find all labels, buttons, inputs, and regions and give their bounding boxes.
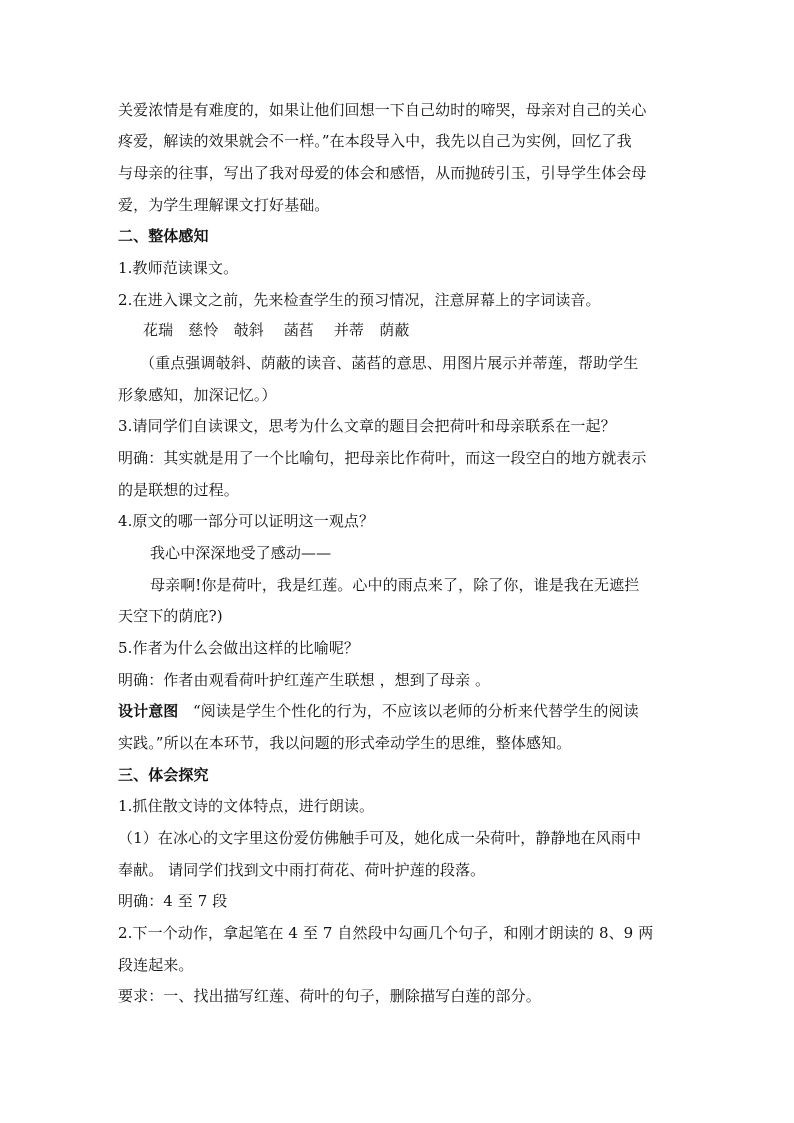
vocabulary-line: 花瑞 慈怜 攲斜 菡萏 并蒂 荫蔽 xyxy=(143,321,410,339)
paragraph-line: 疼爱，解读的效果就会不一样。”在本段导入中，我先以自己为实例，回忆了我 xyxy=(118,132,632,150)
paragraph-line: 实践。”所以在本环节，我以问题的形式牵动学生的思维，整体感知。 xyxy=(118,734,572,752)
design-intent-label: 设计意图 xyxy=(118,702,179,720)
design-intent-text: “阅读是学生个性化的行为，不应该以老师的分析来代替学生的阅读 xyxy=(193,702,639,720)
paragraph-line: 明确：4 至 7 段 xyxy=(118,892,228,910)
paragraph-line: 要求：一、找出描写红莲、荷叶的句子，删除描写白莲的部分。 xyxy=(118,987,541,1005)
paragraph-line: 明确：其实就是用了一个比喻句，把母亲比作荷叶，而这一段空白的地方就表示 xyxy=(118,449,647,467)
paragraph-line: 1.抓住散文诗的文体特点，进行朗读。 xyxy=(118,797,375,815)
quote-line: 我心中深深地受了感动—— xyxy=(150,544,332,562)
paragraph-line: 4.原文的哪一部分可以证明这一观点？ xyxy=(118,512,375,530)
paragraph-line: 明确：作者由观看荷叶护红莲产生联想 ，想到了母亲 。 xyxy=(118,671,491,689)
paragraph-line: 段连起来。 xyxy=(118,956,194,974)
paragraph-line: 爱，为学生理解课文打好基础。 xyxy=(118,196,330,214)
paragraph-line: 2.在进入课文之前，先来检查学生的预习情况，注意屏幕上的字词读音。 xyxy=(118,291,601,309)
paragraph-line: 2.下一个动作，拿起笔在 4 至 7 自然段中勾画几个句子，和刚才朗读的 8、9 两 xyxy=(118,924,654,942)
paragraph-line: 奉献。 请同学们找到文中雨打荷花、荷叶护莲的段落。 xyxy=(118,861,486,879)
paragraph-line: 与母亲的往事，写出了我对母爱的体会和感悟，从而抛砖引玉，引导学生体会母 xyxy=(118,164,647,182)
paragraph-line: （1）在冰心的文字里这份爱仿佛触手可及，她化成一朵荷叶，静静地在风雨中 xyxy=(118,829,642,847)
section-heading: 二、整体感知 xyxy=(118,227,209,245)
quote-line: 天空下的荫庇?) xyxy=(118,607,223,625)
paragraph-line: （重点强调攲斜、荫蔽的读音、菡萏的意思、用图片展示并蒂莲，帮助学生 xyxy=(140,354,639,372)
paragraph-line: 的是联想的过程。 xyxy=(118,481,239,499)
paragraph-line: 5.作者为什么会做出这样的比喻呢？ xyxy=(118,639,360,657)
section-heading: 三、体会探究 xyxy=(118,766,209,784)
paragraph-line: 关爱浓情是有难度的，如果让他们回想一下自己幼时的啼哭，母亲对自己的关心 xyxy=(118,101,647,119)
design-intent-line xyxy=(118,701,678,721)
quote-line: 母亲啊!你是荷叶，我是红莲。心中的雨点来了，除了你，谁是我在无遮拦 xyxy=(150,576,640,594)
paragraph-line: 1.教师范读课文。 xyxy=(118,259,239,277)
paragraph-line: 3.请同学们自读课文，思考为什么文章的题目会把荷叶和母亲联系在一起？ xyxy=(118,417,616,435)
paragraph-line: 形象感知，加深记忆。） xyxy=(118,386,277,404)
